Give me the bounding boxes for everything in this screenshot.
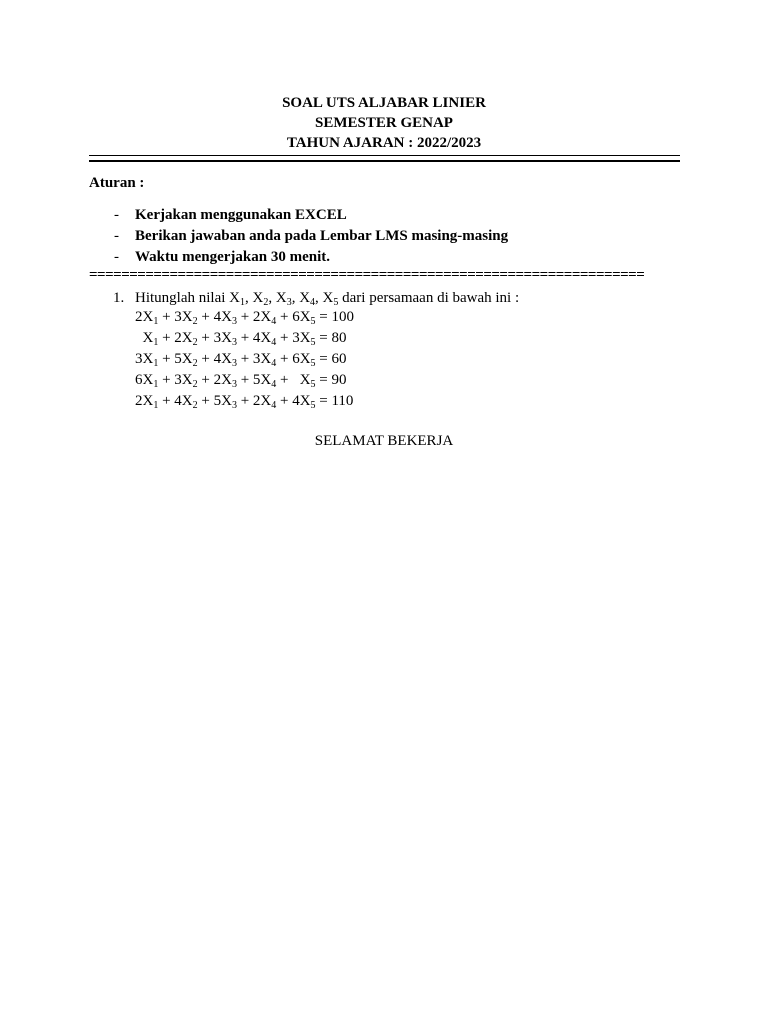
equation-row: $3X_1 + 5X_2 + 4X_3 + 3X_4 + 6X_5 = 60$	[135, 351, 347, 369]
rules-title: Aturan :	[89, 175, 145, 191]
equation-rhs: = 60	[315, 351, 347, 367]
equation-term: + 3X	[276, 330, 311, 346]
header-academic-year: TAHUN AJARAN : 2022/2023	[286, 135, 482, 151]
equation-term: 2X	[135, 309, 154, 325]
equation-rhs: = 110	[315, 393, 354, 409]
variable-x4: $X_4$	[299, 290, 316, 308]
question-number: 1.	[113, 290, 125, 306]
equation-term: + 2X	[158, 330, 193, 346]
equation-term: + 3X	[236, 351, 272, 367]
equation-term: + 5X	[158, 351, 193, 367]
variable-x5: $X_5$	[322, 290, 339, 308]
equation-term: + 4X	[197, 309, 232, 325]
equation-rhs: = 100	[315, 309, 354, 325]
equation-row: $X_1 + 2X_2 + 3X_3 + 4X_4 + 3X_5 = 80$	[135, 330, 347, 348]
header-semester: SEMESTER GENAP	[315, 115, 453, 131]
closing-text: SELAMAT BEKERJA	[314, 433, 454, 449]
equation-rhs: = 90	[315, 372, 347, 388]
document-header	[0, 93, 768, 153]
header-double-rule	[89, 155, 680, 162]
equation-term: + 3X	[158, 309, 193, 325]
question-suffix: dari persamaan di bawah ini :	[342, 290, 520, 306]
rule-bullet: -	[114, 249, 119, 265]
equation-row: $2X_1 + 4X_2 + 5X_3 + 2X_4 + 4X_5 = 110$	[135, 393, 354, 411]
rule-text: Berikan jawaban anda pada Lembar LMS masing-masing	[135, 228, 509, 244]
variable-x2: $X_2$	[252, 290, 269, 308]
equation-term: + 3X	[197, 330, 232, 346]
equation-term: X	[135, 330, 154, 346]
equation-term: + 4X	[158, 393, 193, 409]
variable-x1: $X_1$	[229, 290, 245, 308]
header-course-title: SOAL UTS ALJABAR LINIER	[282, 95, 486, 111]
rule-text: Waktu mengerjakan 30 menit.	[135, 249, 330, 265]
equation-term: + 5X	[236, 372, 272, 388]
equation-term: + 6X	[276, 351, 311, 367]
equation-term: + 4X	[197, 351, 232, 367]
equation-term: 6X	[135, 372, 154, 388]
rule-bullet: -	[114, 228, 119, 244]
equation-term: + 2X	[236, 393, 272, 409]
equation-term: 3X	[135, 351, 154, 367]
rule-text: Kerjakan menggunakan EXCEL	[135, 207, 347, 223]
equation-term: + 2X	[236, 309, 272, 325]
rule-bullet: -	[114, 207, 119, 223]
equation-term: + 4X	[276, 393, 311, 409]
equation-term: + 5X	[197, 393, 232, 409]
equation-rhs: = 80	[315, 330, 347, 346]
equation-term: + 2X	[197, 372, 232, 388]
equation-list	[135, 307, 354, 412]
equation-term: 2X	[135, 393, 154, 409]
equation-term: + 4X	[236, 330, 272, 346]
equation-term: + X	[276, 372, 311, 388]
equation-row: $2X_1 + 3X_2 + 4X_3 + 2X_4 + 6X_5 = 100$	[135, 309, 354, 327]
variable-x3: $X_3$	[275, 290, 292, 308]
equals-separator: =====================================================================	[89, 267, 645, 283]
equation-term: + 6X	[276, 309, 311, 325]
question-prefix: Hitunglah nilai	[135, 290, 226, 306]
question-text: Hitunglah nilai $X_1$, $X_2$, $X_3$, $X_4$, $X_5$ dari persamaan di bawah ini :	[135, 290, 520, 308]
equation-term: + 3X	[158, 372, 193, 388]
equation-row: $6X_1 + 3X_2 + 2X_3 + 5X_4 + X_5 = 90$	[135, 372, 347, 390]
